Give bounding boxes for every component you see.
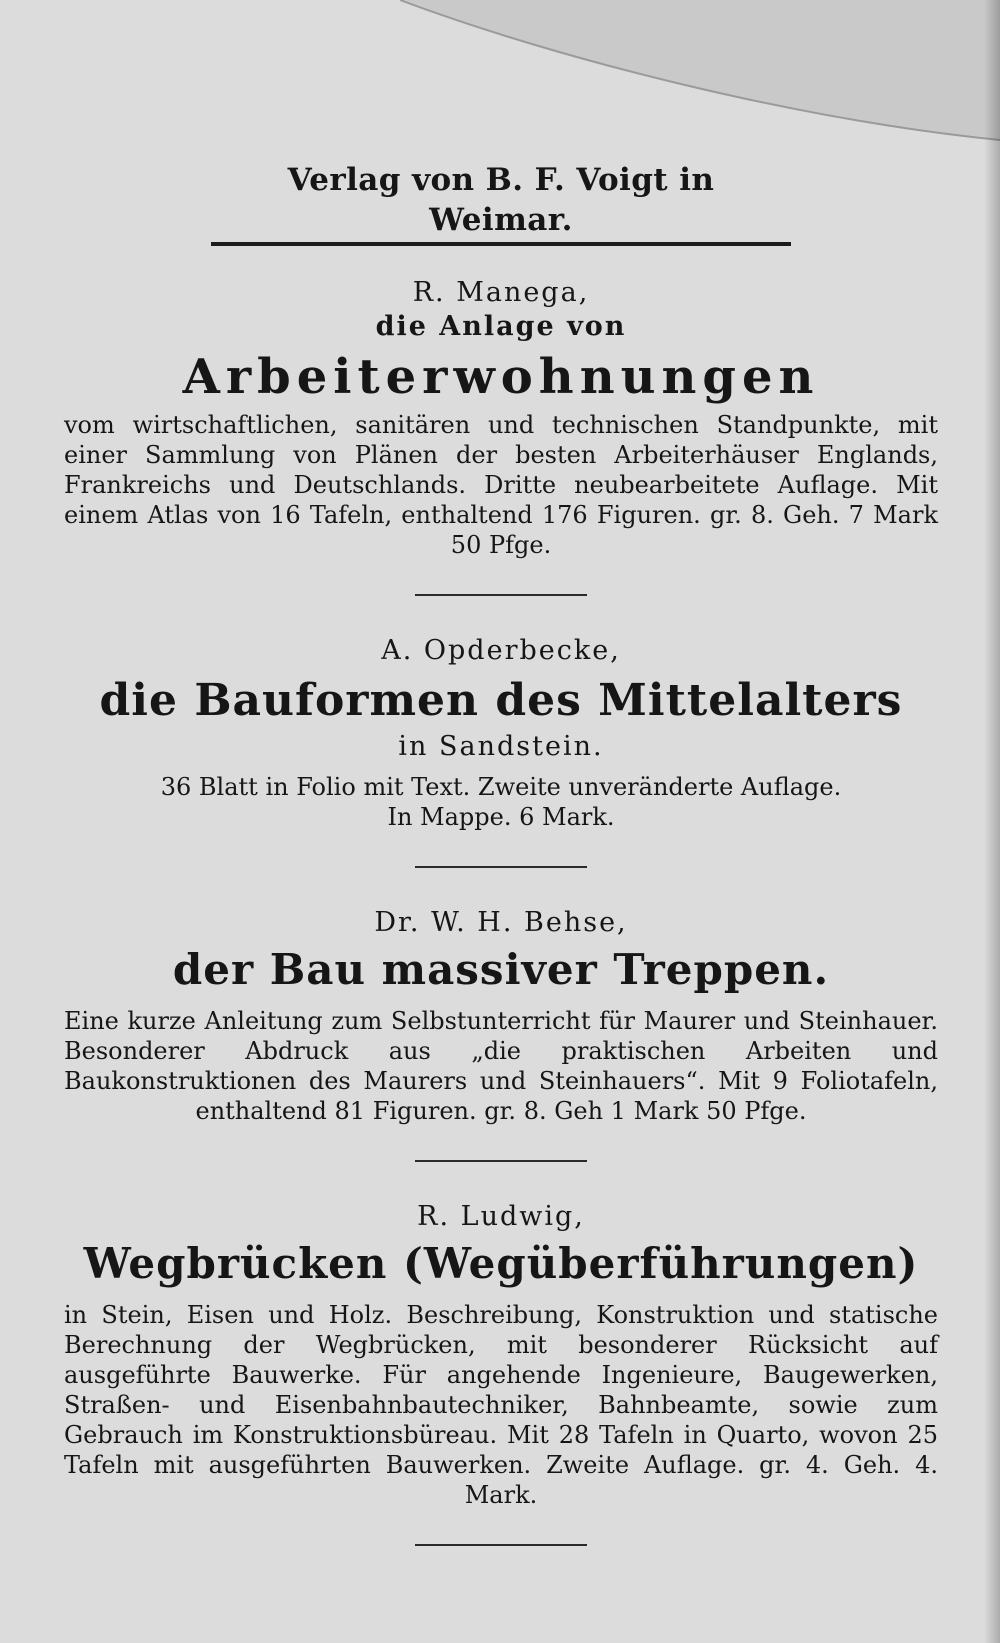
entry-description: 36 Blatt in Folio mit Text. Zweite unveränderte Auflage. xyxy=(160,773,842,801)
entry-title: Wegbrücken (Wegüberführungen) xyxy=(83,1239,919,1288)
entry-author: Dr. W. H. Behse, xyxy=(374,907,628,938)
entry-description: in Stein, Eisen und Holz. Beschreibung, Konstruktion und statische Berechnung der Wegbrücken, mit besonderer Rücksicht auf ausgeführte Bauwerke. Für angehende Ingenieure, Baugewerken, Straßen- und Eisenbahnbautechniker, Bahnbeamte, sowie zum Gebrauch im Konstruktionsbüreau. Mit 28 Tafeln in Quarto, wovon 25 Tafeln mit ausgeführten Bauwerken. Zweite Auflage. gr. 4. Geh. 4. Mark. xyxy=(64,1301,938,1509)
publisher-heading: Verlag von B. F. Voigt in Weimar. xyxy=(211,160,791,246)
entry-title: der Bau massiver Treppen. xyxy=(172,945,830,994)
entry-pre-title: die Anlage von xyxy=(375,311,627,342)
entry-post-title: in Sandstein. xyxy=(398,731,604,762)
entry-description-price: In Mappe. 6 Mark. xyxy=(387,803,615,831)
entry-title: die Bauformen des Mittelalters xyxy=(99,675,903,726)
entry-behse xyxy=(62,906,940,1126)
entry-description: Eine kurze Anleitung zum Selbstunterricht für Maurer und Steinhauer. Besonderer Abdruck aus „die praktischen Arbeiten und Baukonstruktionen des Maurers und Steinhauers“. Mit 9 Foliotafeln, enthaltend 81 Figuren. gr. 8. Geh 1 Mark 50 Pfge. xyxy=(64,1007,938,1125)
entry-ludwig xyxy=(62,1200,940,1510)
entry-author: A. Opderbecke, xyxy=(381,635,621,666)
entry-opderbecke xyxy=(62,634,940,832)
entry-title: Arbeiterwohnungen xyxy=(182,349,820,405)
entry-description: vom wirtschaftlichen, sanitären und technischen Standpunkte, mit einer Sammlung von Plänen der besten Arbeiterhäuser Englands, Frankreichs und Deutschlands. Dritte neubearbeitete Auflage. Mit einem Atlas von 16 Tafeln, enthaltend 176 Figuren. gr. 8. Geh. 7 Mark 50 Pfge. xyxy=(64,411,938,559)
entry-manega xyxy=(62,276,940,560)
entry-author: R. Ludwig, xyxy=(417,1201,585,1232)
folded-paper-edge xyxy=(0,0,1000,170)
page-edge-shadow xyxy=(984,0,1000,1643)
advertisement-content xyxy=(62,160,940,1546)
section-divider xyxy=(415,1544,587,1546)
entry-author: R. Manega, xyxy=(412,277,590,308)
